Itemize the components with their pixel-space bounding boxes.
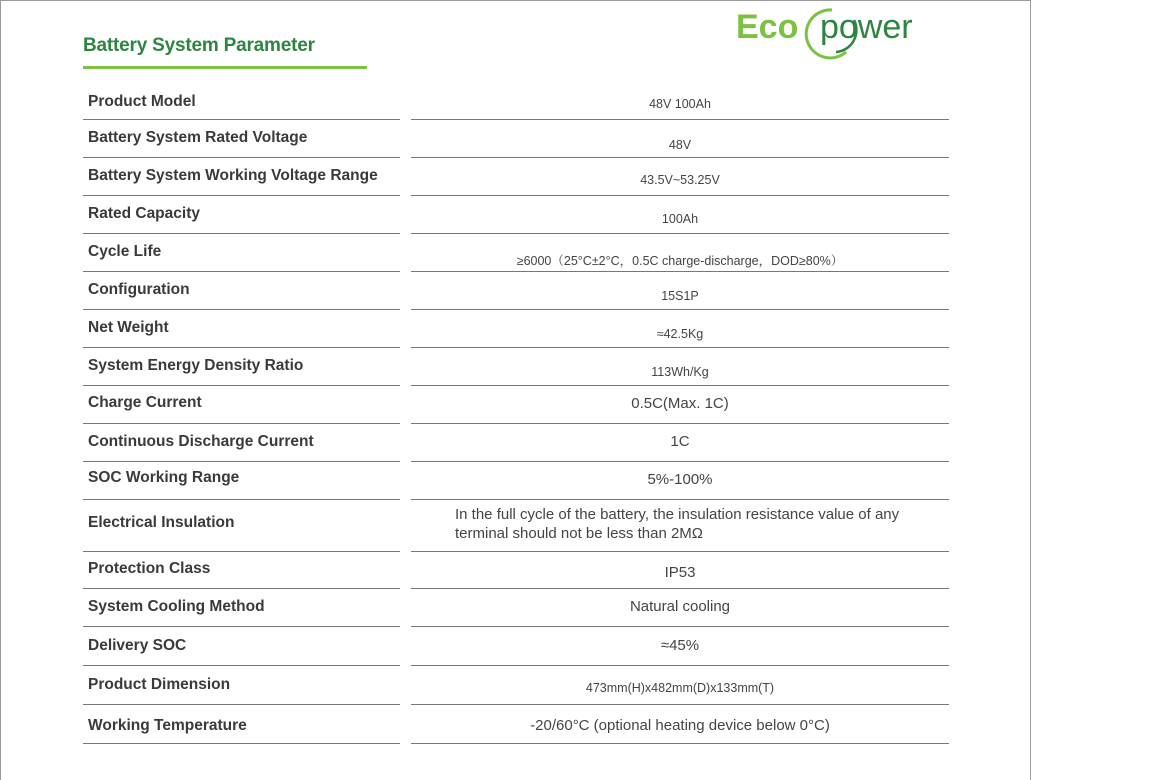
row-divider: [83, 195, 400, 196]
row-divider: [411, 271, 949, 272]
row-label: Protection Class: [88, 560, 211, 577]
row-divider: [411, 588, 949, 589]
row-divider: [83, 347, 400, 348]
row-divider: [411, 665, 949, 666]
row-divider: [83, 423, 400, 424]
row-value: IP53: [664, 564, 696, 581]
row-label: System Cooling Method: [88, 598, 265, 615]
row-value: 43.5V~53.25V: [640, 173, 720, 187]
row-divider: [411, 499, 949, 500]
logo-eco-text: Eco: [736, 8, 799, 46]
row-divider: [411, 309, 949, 310]
row-divider: [83, 743, 400, 744]
row-value: 0.5C(Max. 1C): [631, 395, 729, 412]
row-divider: [83, 499, 400, 500]
row-divider: [411, 195, 949, 196]
row-divider: [83, 626, 400, 627]
row-divider: [411, 704, 949, 705]
row-divider: [83, 385, 400, 386]
row-value: 5%-100%: [647, 471, 713, 488]
row-label: Delivery SOC: [88, 637, 187, 654]
row-divider: [411, 119, 949, 120]
row-divider: [411, 157, 949, 158]
row-label: Electrical Insulation: [88, 514, 235, 531]
row-divider: [411, 626, 949, 627]
row-label: Battery System Working Voltage Range: [88, 167, 378, 184]
row-label: Rated Capacity: [88, 205, 200, 222]
row-divider: [411, 385, 949, 386]
row-value: 100Ah: [661, 212, 699, 226]
row-label: Working Temperature: [88, 717, 247, 734]
page-title: Battery System Parameter: [83, 35, 315, 56]
row-label: Continuous Discharge Current: [88, 433, 314, 450]
row-label: Configuration: [88, 281, 190, 298]
row-divider: [83, 588, 400, 589]
row-divider: [83, 271, 400, 272]
row-divider: [411, 743, 949, 744]
row-value: 113Wh/Kg: [651, 365, 709, 379]
row-value: ≈45%: [660, 637, 700, 654]
row-divider: [83, 461, 400, 462]
row-label: Battery System Rated Voltage: [88, 129, 308, 146]
row-value: 473mm(H)x482mm(D)x133mm(T): [585, 681, 775, 695]
row-divider: [411, 347, 949, 348]
row-value: ≈42.5Kg: [656, 327, 704, 341]
row-divider: [83, 233, 400, 234]
row-divider: [83, 665, 400, 666]
row-value: 48V 100Ah: [649, 97, 711, 111]
row-value: Natural cooling: [629, 598, 731, 615]
row-value: In the full cycle of the battery, the insulation resistance value of any terminal should not be less than 2MΩ: [455, 506, 900, 542]
row-divider: [411, 551, 949, 552]
logo-power-text: power: [820, 8, 913, 46]
row-label: SOC Working Range: [88, 469, 240, 486]
row-divider: [411, 461, 949, 462]
row-value: 1C: [670, 433, 690, 450]
row-divider: [83, 157, 400, 158]
row-divider: [83, 309, 400, 310]
row-value: -20/60°C (optional heating device below 0°C): [530, 717, 830, 734]
row-label: Cycle Life: [88, 243, 162, 260]
row-label: Charge Current: [88, 394, 202, 411]
row-divider: [83, 119, 400, 120]
row-value: 15S1P: [661, 289, 699, 303]
row-label: Net Weight: [88, 319, 169, 336]
row-value: ≥6000（25°C±2°C，0.5C charge-discharge，DOD≥80%）: [516, 254, 844, 268]
row-divider: [411, 423, 949, 424]
row-label: System Energy Density Ratio: [88, 357, 304, 374]
row-value: 48V: [668, 138, 692, 152]
row-divider: [411, 233, 949, 234]
row-divider: [83, 551, 400, 552]
row-label: Product Dimension: [88, 676, 231, 693]
row-divider: [83, 704, 400, 705]
row-label: Product Model: [88, 93, 196, 110]
